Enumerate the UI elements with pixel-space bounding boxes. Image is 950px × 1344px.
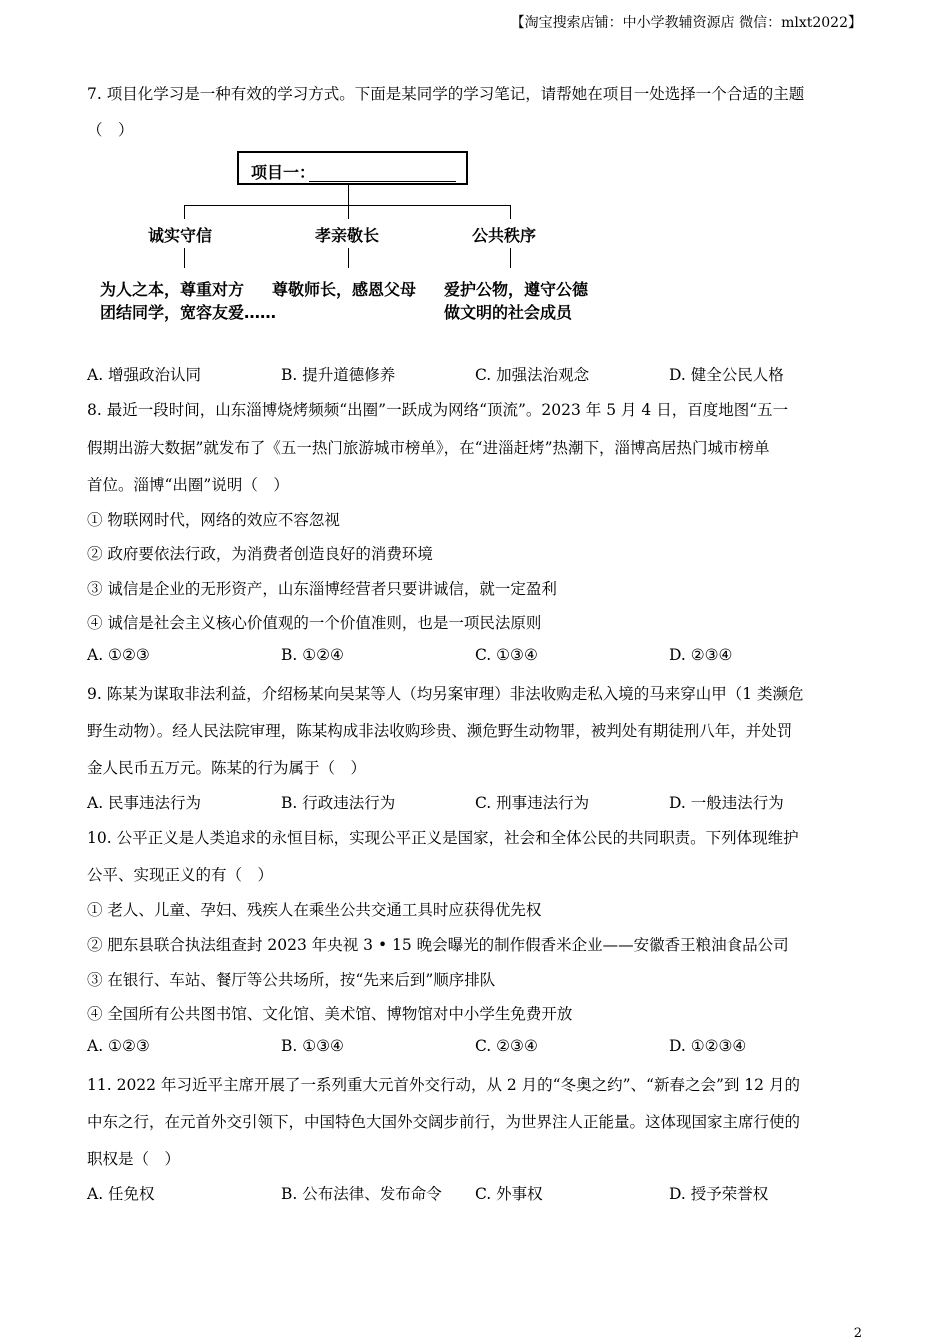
q10-options [87, 1037, 867, 1061]
q9-stem-line3: 金人民币五万元。陈某的行为属于（ ） [87, 759, 367, 777]
q7-stem-line1: 7. 项目化学习是一种有效的学习方式。下面是某同学的学习笔记，请帮她在项目一处选择一个合适的主题 [87, 85, 805, 103]
q10-item-3: ③ 在银行、车站、餐厅等公共场所，按“先来后到”顺序排队 [87, 971, 496, 989]
page-header: 【淘宝搜索店铺：中小学教辅资源店 微信：mlxt2022】 [510, 15, 862, 31]
q7-stem-line2: （ ） [87, 121, 134, 139]
q10-option-c[interactable]: C. ②③④ [475, 1037, 538, 1055]
q9-options [87, 791, 867, 815]
q8-option-d[interactable]: D. ②③④ [669, 646, 733, 664]
q7-option-c[interactable]: C. 加强法治观念 [475, 366, 590, 384]
diagram-detail-1b: 团结同学，宽容友爱…… [100, 303, 277, 322]
q8-item-2: ② 政府要依法行政，为消费者创造良好的消费环境 [87, 545, 433, 563]
diagram-detail-3b: 做文明的社会成员 [444, 303, 573, 322]
q8-options [87, 646, 867, 670]
q7-option-a[interactable]: A. 增强政治认同 [87, 366, 202, 384]
q8-option-b[interactable]: B. ①②④ [281, 646, 344, 664]
diagram-box-label: 项目一： [251, 163, 316, 182]
diagram-branch-2: 孝亲敬长 [315, 226, 380, 245]
diagram-connector [184, 205, 185, 219]
q10-option-b[interactable]: B. ①③④ [281, 1037, 344, 1055]
q8-item-4: ④ 诚信是社会主义核心价值观的一个价值准则，也是一项民法原则 [87, 614, 542, 632]
diagram-connector [510, 248, 511, 268]
q10-item-1: ① 老人、儿童、孕妇、残疾人在乘坐公共交通工具时应获得优先权 [87, 901, 542, 919]
q7-options [87, 363, 867, 387]
q10-stem-line2: 公平、实现正义的有（ ） [87, 866, 274, 884]
q11-option-a[interactable]: A. 任免权 [87, 1185, 155, 1203]
diagram-connector [348, 205, 349, 219]
q9-option-b[interactable]: B. 行政违法行为 [281, 794, 396, 812]
q9-stem-line2: 野生动物）。经人民法院审理，陈某构成非法收购珍贵、濒危野生动物罪，被判处有期徒刑八年，并处罚 [87, 722, 793, 740]
diagram-branch-3: 公共秩序 [472, 226, 537, 245]
q7-option-b[interactable]: B. 提升道德修养 [281, 366, 396, 384]
diagram-box-blank [309, 181, 456, 182]
diagram-detail-3a: 爱护公物，遵守公德 [444, 280, 589, 299]
q7-option-d[interactable]: D. 健全公民人格 [669, 366, 784, 384]
q11-option-c[interactable]: C. 外事权 [475, 1185, 543, 1203]
diagram-connector [184, 205, 510, 206]
q11-stem-line2: 中东之行，在元首外交引领下，中国特色大国外交阔步前行，为世界注人正能量。这体现国家主席行使的 [87, 1113, 801, 1131]
diagram-branch-1: 诚实守信 [148, 226, 213, 245]
q8-item-1: ① 物联网时代，网络的效应不容忽视 [87, 511, 340, 529]
q8-item-3: ③ 诚信是企业的无形资产，山东淄博经营者只要讲诚信，就一定盈利 [87, 580, 557, 598]
q9-option-a[interactable]: A. 民事违法行为 [87, 794, 202, 812]
q11-stem-line1: 11. 2022 年习近平主席开展了一系列重大元首外交行动，从 2 月的“冬奥之约”、“新春之会”到 12 月的 [87, 1076, 800, 1094]
q11-option-d[interactable]: D. 授予荣誉权 [669, 1185, 769, 1203]
diagram-connector [348, 185, 349, 205]
q10-stem-line1: 10. 公平正义是人类追求的永恒目标，实现公平正义是国家，社会和全体公民的共同职责。下列体现维护 [87, 829, 799, 847]
diagram-connector [184, 248, 185, 268]
q8-stem-line2: 假期出游大数据”就发布了《五一热门旅游城市榜单》，在“进淄赶烤”热潮下，淄博高居热门城市榜单 [87, 439, 770, 457]
q9-stem-line1: 9. 陈某为谋取非法利益，介绍杨某向吴某等人（均另案审理）非法收购走私入境的马来穿山甲（1 类濒危 [87, 685, 804, 703]
q11-options [87, 1182, 867, 1206]
diagram-project-box [237, 151, 468, 185]
q9-option-d[interactable]: D. 一般违法行为 [669, 794, 784, 812]
diagram-detail-1a: 为人之本，尊重对方 [100, 280, 245, 299]
q8-stem-line3: 首位。淄博“出圈”说明（ ） [87, 476, 289, 494]
diagram-detail-2a: 尊敬师长，感恩父母 [272, 280, 417, 299]
diagram-connector [510, 205, 511, 219]
q9-option-c[interactable]: C. 刑事违法行为 [475, 794, 590, 812]
q8-option-c[interactable]: C. ①③④ [475, 646, 538, 664]
q11-stem-line3: 职权是（ ） [87, 1150, 181, 1168]
q11-option-b[interactable]: B. 公布法律、发布命令 [281, 1185, 442, 1203]
q10-option-a[interactable]: A. ①②③ [87, 1037, 150, 1055]
q8-option-a[interactable]: A. ①②③ [87, 646, 150, 664]
q10-option-d[interactable]: D. ①②③④ [669, 1037, 747, 1055]
q10-item-2: ② 肥东县联合执法组查封 2023 年央视 3 • 15 晚会曝光的制作假香米企业——安徽香王粮油食品公司 [87, 936, 789, 954]
q7-diagram [0, 0, 950, 340]
q8-stem-line1: 8. 最近一段时间，山东淄博烧烤频频“出圈”一跃成为网络“顶流”。2023 年 5 月 4 日，百度地图“五一 [87, 401, 789, 419]
q10-item-4: ④ 全国所有公共图书馆、文化馆、美术馆、博物馆对中小学生免费开放 [87, 1005, 573, 1023]
page-number: 2 [853, 1326, 862, 1341]
diagram-connector [348, 248, 349, 268]
